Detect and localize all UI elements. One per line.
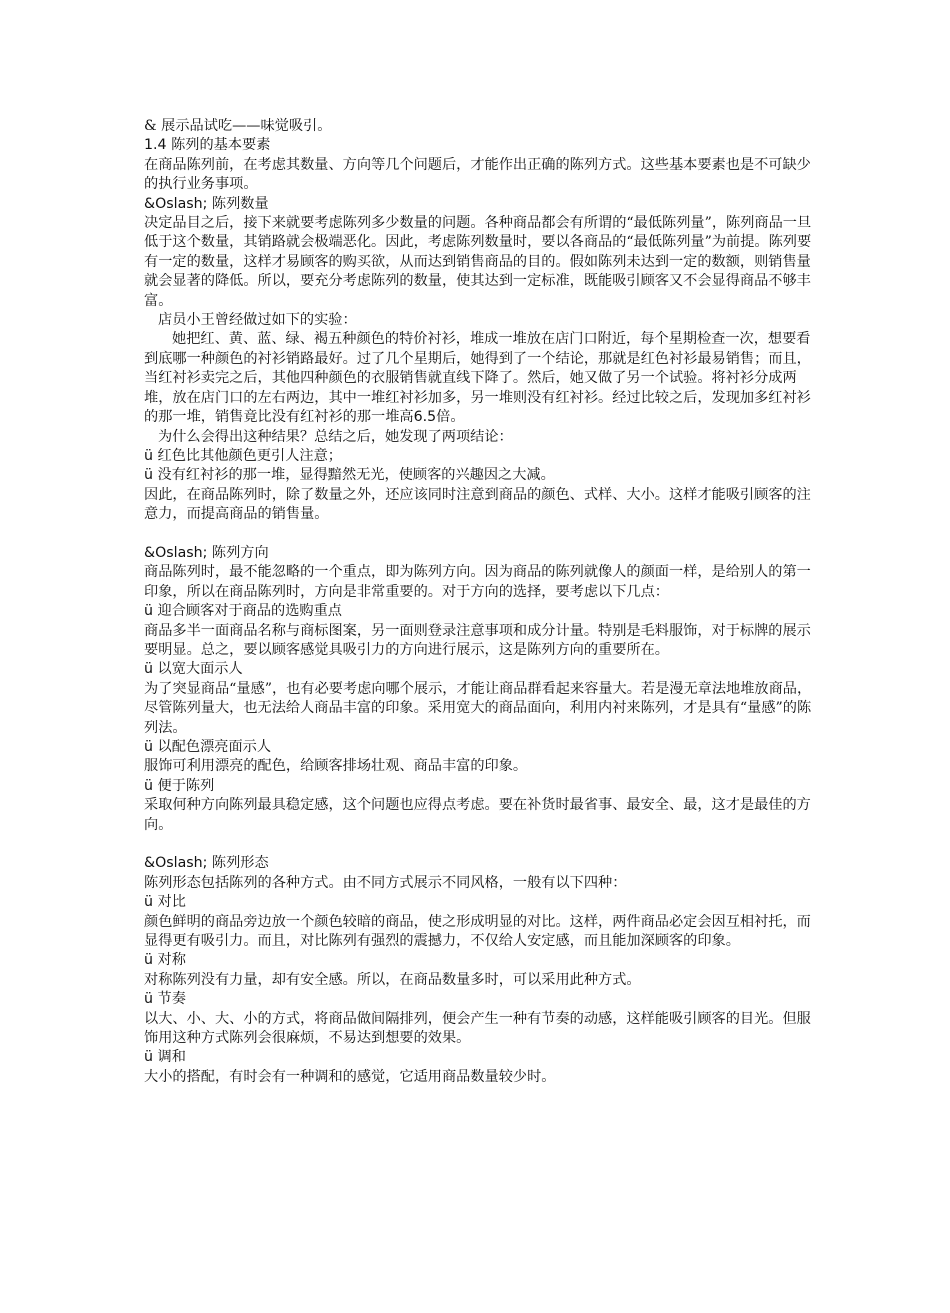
conclusion-item <box>144 466 816 485</box>
direction-item-title <box>144 602 816 621</box>
spacer <box>144 835 816 854</box>
spacer <box>144 525 816 544</box>
direction-item-body: 服饰可利用漂亮的配色，给顾客排场壮观、商品丰富的印象。 <box>144 758 528 775</box>
experiment-number: 6.5 <box>413 409 437 426</box>
bullet-icon: ü <box>144 661 153 678</box>
item-title-text: 对比 <box>157 894 186 911</box>
direction-item-body: 采取何种方向陈列最具稳定感，这个问题也应得点考虑。要在补货时最省事、最安全、最，这才是最佳的方向。 <box>144 797 811 833</box>
form-paragraph: 陈列形态包括陈列的各种方式。由不同方式展示不同风格，一般有以下四种： <box>144 874 627 891</box>
section-heading: 1.4 陈列的基本要素 <box>144 137 271 154</box>
item-title-text: 调和 <box>157 1049 186 1066</box>
heading-form: &Oslash; 陈列形态 <box>144 855 269 872</box>
why-paragraph: 为什么会得出这种结果？总结之后，她发现了两项结论： <box>158 428 513 445</box>
experiment-end: 倍。 <box>436 409 465 426</box>
bullet-icon: ü <box>144 952 153 969</box>
direction-item-body: 为了突显商品“量感”，也有必要考虑向哪个展示，才能让商品群看起来容量大。若是漫无章法地堆放商品，尽管陈列量大，也无法给人商品丰富的印象。采用宽大的商品面向，利用内衬来陈列，才是具有“量感”的陈列法。 <box>144 680 812 736</box>
item-title-text: 迎合顾客对于商品的选购重点 <box>157 603 342 620</box>
experiment-paragraph <box>144 330 816 427</box>
quantity-paragraph: 决定品目之后，接下来就要考虑陈列多少数量的问题。各种商品都会有所谓的“最低陈列量”，陈列商品一旦低于这个数量，其销路就会极端恶化。因此，考虑陈列数量时，要以各商品的“最低陈列量”为前提。陈列要有一定的数量，这样才易顾客的购买欲，从而达到销售商品的目的。假如陈列未达到一定的数额，则销售量就会显著的降低。所以，要充分考虑陈列的数量，使其达到一定标准，既能吸引顾客又不会显得商品不够丰富。 <box>144 215 812 309</box>
bullet-icon: ü <box>144 991 153 1008</box>
bullet-icon: ü <box>144 603 153 620</box>
item-title-text: 节奏 <box>157 991 186 1008</box>
item-title-text: 对称 <box>157 952 186 969</box>
item-title-text: 便于陈列 <box>157 777 215 794</box>
bullet-icon: ü <box>144 1049 153 1066</box>
form-item-body: 对称陈列没有力量，却有安全感。所以，在商品数量多时，可以采用此种方式。 <box>144 971 641 988</box>
direction-item-body: 商品多半一面商品名称与商标图案，另一面则登录注意事项和成分计量。特别是毛料服饰，对于标牌的展示要明显。总之，要以顾客感觉具吸引力的方向进行展示，这是陈列方向的重要所在。 <box>144 622 811 658</box>
bullet-icon: ü <box>144 447 153 464</box>
form-item-title <box>144 951 816 970</box>
document-page <box>144 117 816 1087</box>
heading-direction: &Oslash; 陈列方向 <box>144 544 269 561</box>
form-item-title <box>144 893 816 912</box>
bullet-icon: ü <box>144 738 153 755</box>
item-title-text: 以配色漂亮面示人 <box>157 738 272 755</box>
form-item-body: 大小的搭配，有时会有一种调和的感觉，它适用商品数量较少时。 <box>144 1068 556 1085</box>
intro-paragraph: 在商品陈列前，在考虑其数量、方向等几个问题后，才能作出正确的陈列方式。这些基本要素也是不可缺少的执行业务事项。 <box>144 156 811 193</box>
direction-item-title <box>144 660 816 679</box>
bullet-icon: ü <box>144 777 153 794</box>
form-item-body: 以大、小、大、小的方式，将商品做间隔排列，便会产生一种有节奏的动感，这样能吸引顾客的目光。但服饰用这种方式陈列会很麻烦，不易达到想要的效果。 <box>144 1010 811 1047</box>
line-taste: & 展示品试吃——味觉吸引。 <box>144 118 332 134</box>
direction-item-title <box>144 777 816 796</box>
conclusion-item <box>144 447 816 466</box>
experiment-text: 她把红、黄、蓝、绿、褐五种颜色的特价衬衫，堆成一堆放在店门口附近，每个星期检查一次，想要看到底哪一种颜色的衬衫销路最好。过了几个星期后，她得到了一个结论，那就是红色衬衫最易销售；而且，当红衬衫卖完之后，其他四种颜色的衣服销售就直线下降了。然后，她又做了另一个试验。将衬衫分成两堆，放在店门口的左右两边，其中一堆红衬衫加多，另一堆则没有红衬衫。经过比较之后，发现加多红衬衫的那一堆，销售竟比没有红衬衫的那一堆高 <box>144 331 811 426</box>
direction-item-title <box>144 738 816 757</box>
form-item-title <box>144 1048 816 1067</box>
direction-paragraph: 商品陈列时，最不能忽略的一个重点，即为陈列方向。因为商品的陈列就像人的颜面一样，是给别人的第一印象，所以在商品陈列时，方向是非常重要的。对于方向的选择，要考虑以下几点： <box>144 564 811 600</box>
form-item-title <box>144 990 816 1009</box>
experiment-intro: 店员小王曾经做过如下的实验： <box>158 312 357 329</box>
item-title-text: 以宽大面示人 <box>157 661 243 678</box>
conclusion-text: 红色比其他颜色更引人注意； <box>157 447 342 464</box>
heading-quantity: &Oslash; 陈列数量 <box>144 195 269 212</box>
bullet-icon: ü <box>144 894 153 911</box>
therefore-paragraph: 因此，在商品陈列时，除了数量之外，还应该同时注意到商品的颜色、式样、大小。这样才能吸引顾客的注意力，而提高商品的销售量。 <box>144 486 811 523</box>
form-item-body: 颜色鲜明的商品旁边放一个颜色较暗的商品，使之形成明显的对比。这样，两件商品必定会因互相衬托，而显得更有吸引力。而且，对比陈列有强烈的震撼力，不仅给人安定感，而且能加深顾客的印象。 <box>144 913 811 950</box>
bullet-icon: ü <box>144 467 153 484</box>
conclusion-text: 没有红衬衫的那一堆，显得黯然无光，使顾客的兴趣因之大减。 <box>157 467 555 484</box>
